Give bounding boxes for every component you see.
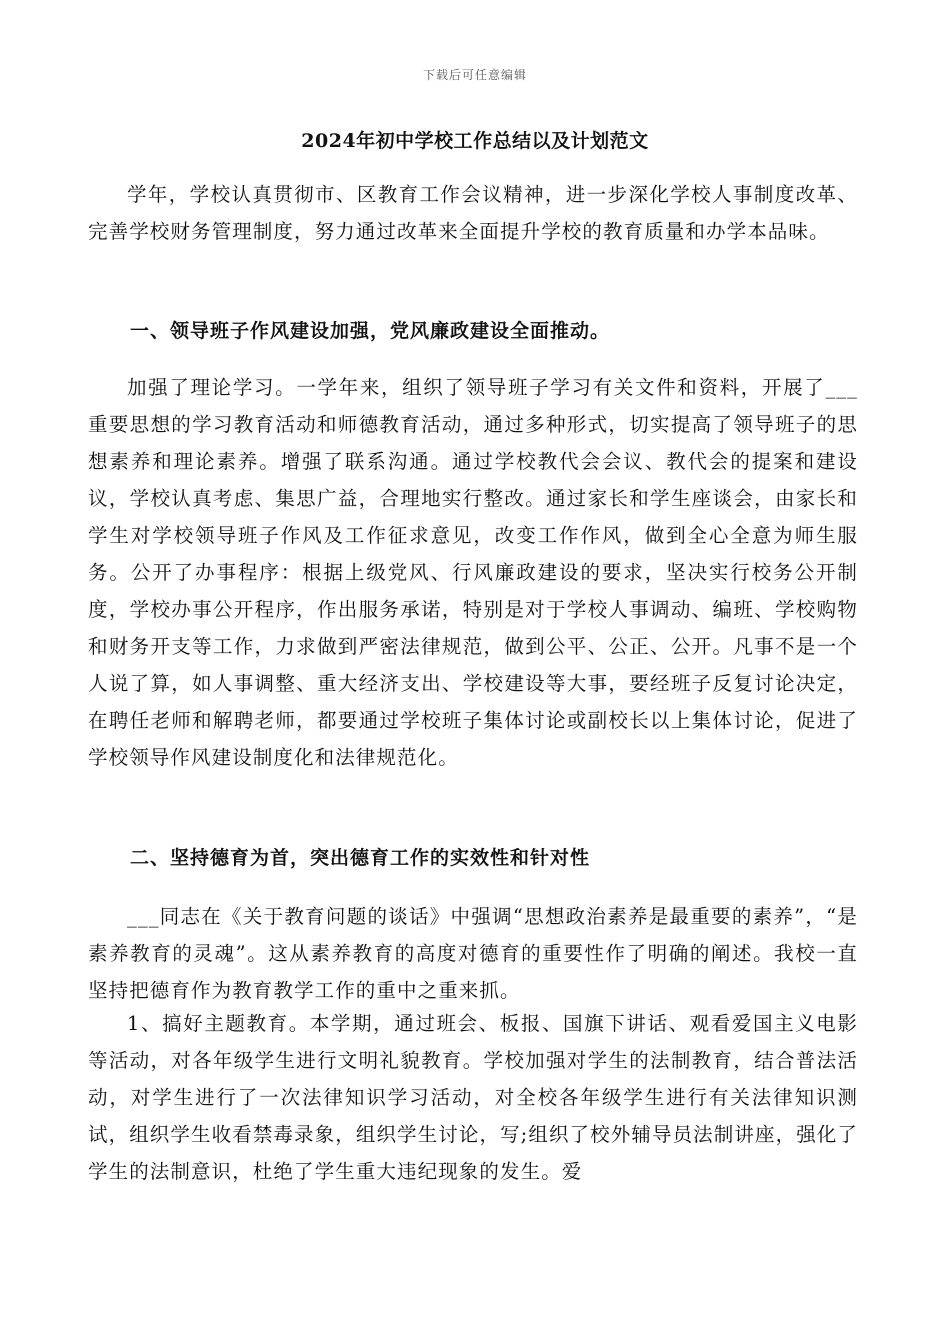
header-note: 下载后可任意编辑 <box>422 68 527 82</box>
section-1-paragraph: 加强了理论学习。一学年来，组织了领导班子学习有关文件和资料，开展了___重要思想的学习教育活动和师德教育活动，通过多种形式，切实提高了领导班子的思想素养和理论素养。增强了联系沟通。通过学校教代会会议、教代会的提案和建设议，学校认真考虑、集思广益，合理地实行整改。通过家长和学生座谈会，由家长和学生对学校领导班子作风及工作征求意见，改变工作作风，做到全心全意为师生服务。公开了办事程序：根据上级党风、行风廉政建设的要求，坚决实行校务公开制度，学校办事公开程序，作出服务承诺，特别是对于学校人事调动、编班、学校购物和财务开支等工作，力求做到严密法律规范，做到公平、公正、公开。凡事不是一个人说了算，如人事调整、重大经济支出、学校建设等大事，要经班子反复讨论决定，在聘任老师和解聘老师，都要通过学校班子集体讨论或副校长以上集体讨论，促进了学校领导作风建设制度化和法律规范化。 <box>88 376 858 769</box>
section-2-paragraph: ___同志在《关于教育问题的谈话》中强调“思想政治素养是最重要的素养”，“是素养教育的灵魂”。这从素养教育的高度对德育的重要性作了明确的阐述。我校一直坚持把德育作为教育教学工作的重中之重来抓。 <box>88 905 858 1002</box>
section-1-heading: 一、领导班子作风建设加强，党风廉政建设全面推动。 <box>130 320 611 342</box>
list-item-1-paragraph: 1、搞好主题教育。本学期，通过班会、板报、国旗下讲话、观看爱国主义电影等活动，对各年级学生进行文明礼貌教育。学校加强对学生的法制教育，结合普法活动，对学生进行了一次法律知识学习活动，对全校各年级学生进行有关法律知识测试，组织学生收看禁毒录象，组织学生讨论，写;组织了校外辅导员法制讲座，强化了学生的法制意识，杜绝了学生重大违纪现象的发生。爱 <box>88 1012 858 1183</box>
intro-paragraph: 学年，学校认真贯彻市、区教育工作会议精神，进一步深化学校人事制度改革、完善学校财务管理制度，努力通过改革来全面提升学校的教育质量和办学本品味。 <box>88 183 858 243</box>
section-2-heading: 二、坚持德育为首，突出德育工作的实效性和针对性 <box>130 847 591 869</box>
document-title: 2024年初中学校工作总结以及计划范文 <box>301 130 649 152</box>
